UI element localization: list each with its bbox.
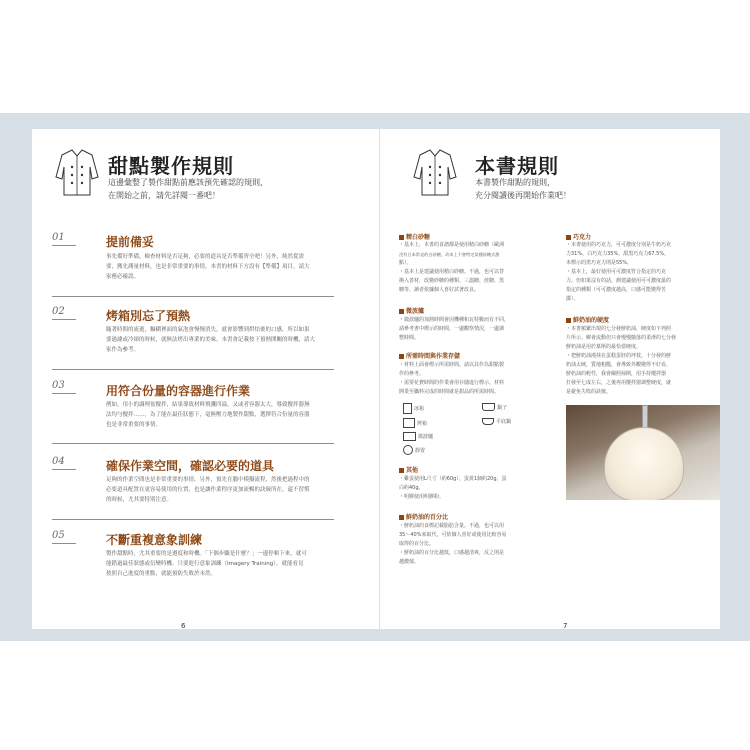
rule-line: ・基本上，本書的食譜都是使用精白砂糖（歐洲 xyxy=(399,242,505,248)
section-divider xyxy=(52,469,76,470)
chef-jacket-icon xyxy=(412,147,458,197)
rule-line: 整時間。 xyxy=(399,335,420,341)
rule-heading-label: 微波爐 xyxy=(406,308,425,315)
rule-line: 是避免失敗的訣竅。 xyxy=(566,389,612,395)
rule-line: 指定的種類（可可濃度越高，口感可能變得苦 xyxy=(566,287,667,293)
square-bullet-icon xyxy=(399,309,404,314)
rule-body xyxy=(566,241,718,304)
square-bullet-icon xyxy=(399,354,404,359)
rule-line: 鮮奶油是用於慕斯的最恰當硬度。 xyxy=(566,344,642,350)
rule-heading xyxy=(399,512,448,521)
rule-body xyxy=(399,361,559,397)
page-title: 甜點製作規則 xyxy=(108,154,234,178)
section-line: 例如，用小的調理盆攪拌，結果導致材料飛濺四溢，又或者容器太大，導致攪拌器無 xyxy=(106,402,310,408)
rule-line: ・基本上是建議使用精白砂糖。不過，也可以替 xyxy=(399,269,505,275)
rule-line: ・鮮奶油的百分比越低，口感越清爽，反之則是 xyxy=(399,550,505,556)
rule-line: ・微波爐的加熱時間會因機種和瓦特數而有不同， xyxy=(399,317,510,323)
section-line: 也是非常重要的事情。 xyxy=(106,422,162,428)
tool-pot xyxy=(482,403,507,411)
fridge-icon xyxy=(403,403,412,414)
tool-rest xyxy=(403,445,425,455)
section-divider xyxy=(52,296,334,297)
square-bullet-icon xyxy=(399,515,404,520)
microwave-icon xyxy=(403,432,416,441)
rule-line: 請參考書中標示的時間，一邊觀察情況，一邊調 xyxy=(399,326,505,332)
section-divider xyxy=(52,369,334,370)
tool-pan xyxy=(482,418,511,425)
rule-heading-label: 鮮奶油的百分比 xyxy=(406,514,449,521)
tool-microwave xyxy=(403,432,433,441)
rule-line: 糖等，讀者依據個人喜好試著改良。 xyxy=(399,287,480,293)
rule-line: 作的參考。 xyxy=(399,371,425,377)
rule-line: ・基本上，最好使用可可濃度符合指定的巧克 xyxy=(566,269,667,275)
section-body xyxy=(106,252,334,282)
oven-icon xyxy=(403,418,415,428)
rule-line: ・明膠使用明膠粉。 xyxy=(399,494,445,500)
section-divider xyxy=(52,319,76,320)
section-number: 02 xyxy=(52,306,65,317)
section-title: 不斷重複意象訓練 xyxy=(106,533,203,547)
square-bullet-icon xyxy=(566,318,571,323)
subtitle-line: 本書製作甜點的規則， xyxy=(475,178,555,187)
page-number: 7 xyxy=(563,622,568,630)
rule-heading-label: 巧克力 xyxy=(573,234,592,241)
section-number: 03 xyxy=(52,380,65,391)
section-divider xyxy=(52,543,76,544)
rule-heading xyxy=(566,232,591,241)
section-line: 的時候，尤其要特別注意。 xyxy=(106,497,173,503)
rule-line: 35～40%來取代，可依個人喜好或使用比較容易 xyxy=(399,532,507,538)
square-bullet-icon xyxy=(566,235,571,240)
timer-icon xyxy=(403,445,413,455)
page-subtitle xyxy=(108,176,268,202)
rule-line: 開業至攝料完成的時間就是甜品的所需時間。 xyxy=(399,389,500,395)
rule-line: 澀）。 xyxy=(566,296,579,302)
section-title: 用符合份量的容器進行作業 xyxy=(106,384,251,398)
section-body xyxy=(106,400,334,430)
rule-line: ・鮮奶油的食標記載脂肪含量。不過，也可以用 xyxy=(399,523,505,529)
square-bullet-icon xyxy=(399,468,404,473)
tool-label: 鍋子 xyxy=(497,404,508,411)
subtitle-line: 在開始之前，請先詳閱一番吧！ xyxy=(108,191,220,200)
rule-line: 未標示的黑巧克力則是55%。 xyxy=(566,260,633,266)
rule-line: 沒有日本常見的白砂糖，改本上不會特定某種砂糖式甜 xyxy=(399,252,500,257)
page-number: 6 xyxy=(181,622,186,630)
page-subtitle xyxy=(475,176,571,202)
frying-pan-icon xyxy=(482,418,494,425)
rule-line: ・材料上面會標示所需時間。請以其作為甜點製 xyxy=(399,362,505,368)
rule-heading xyxy=(566,315,609,324)
section-line: 要過濾或冷卻的時候，就無法烤出專業的美味。本書會記載按下預熱開關的時機，請大 xyxy=(106,337,316,343)
rule-line: 白約40g。 xyxy=(399,485,424,491)
rule-line: ・需要花費時間的作業會用存儲進行標示。材料 xyxy=(399,380,505,386)
rule-body xyxy=(399,475,559,502)
rule-line: 打發至七成左右，之後再用攪拌器調整硬度，就 xyxy=(566,380,672,386)
section-number: 01 xyxy=(52,232,65,243)
tool-oven xyxy=(403,418,427,428)
section-line: 法均勻攪拌……。為了能在最佳狀態下，毫無壓力地製作甜點，選擇符合份量的容器 xyxy=(106,412,310,418)
rule-heading xyxy=(399,232,430,241)
section-title: 烤箱別忘了預熱 xyxy=(106,309,191,323)
section-divider xyxy=(52,393,76,394)
section-body xyxy=(106,325,334,355)
rule-line: 片所示。鄉會流動但只會慢慢隨落的柔滑的七分發 xyxy=(566,335,677,341)
rule-line: 取得的百分比。 xyxy=(399,541,435,547)
pot-icon xyxy=(482,403,495,411)
rule-line: 換入善材，改變砂糖的種類、三溫糖、蔗糖、黑 xyxy=(399,278,505,284)
section-divider xyxy=(52,443,334,444)
rule-line: ・把鮮奶油漫抹在蛋糕蛋胚的坪枝，十分發的鮮 xyxy=(566,353,672,359)
page-title: 本書規則 xyxy=(475,154,559,178)
rule-heading-label: 所需時間與作業存儲 xyxy=(406,353,461,360)
rule-body xyxy=(566,325,718,397)
rule-heading xyxy=(399,306,424,315)
section-line: 隨著時間的流逝，麵糊裡面的氣泡會慢慢消失，就會影響到烘焙後的口感，所以如果 xyxy=(106,327,310,333)
tool-label: 靜置 xyxy=(415,447,426,454)
section-line: 家務必確認。 xyxy=(106,274,140,280)
section-line: 足夠的作業空間也是非常重要的事情。另外，預先在腦中模擬流程，然後把過程中的 xyxy=(106,477,310,483)
rule-body xyxy=(399,522,559,567)
bowl-shape xyxy=(604,427,684,500)
section-line: 要，搬先測量材料，也是非常重要的事情。本書的材料下方設有【準備】項目，請大 xyxy=(106,264,310,270)
section-title: 確保作業空間，確認必要的道具 xyxy=(106,459,275,473)
rule-heading-label: 鮮奶油的硬度 xyxy=(573,317,610,324)
section-body xyxy=(106,475,334,505)
rule-line: 鮮奶油的輕性，我會關照掃開，用手持攪拌器 xyxy=(566,371,667,377)
section-title: 提前備妥 xyxy=(106,235,155,249)
chef-jacket-icon xyxy=(54,147,100,197)
section-line: 能錯過最佳狀態或衍變時機。只要進行意象訓練（Imagery Training），就能看見 xyxy=(106,561,304,567)
section-divider xyxy=(52,245,76,246)
section-line: 事先備好準備，檢查材料是否足夠，必要的道具是否準備齊全吧！另外，純然從需 xyxy=(106,254,305,260)
tool-label: 冰箱 xyxy=(414,406,425,412)
section-line: 製作甜點時，尤其重要的是遵度和時機。「下個步驟是什麼？」一邊停頓下來，就可 xyxy=(106,551,307,557)
tool-label: 烤箱 xyxy=(417,420,428,427)
rule-line: 奶油太硬，質地粗糙，會導致外觀變得不好看， xyxy=(566,362,672,368)
rule-line: 越濃郁。 xyxy=(399,559,420,565)
rule-heading xyxy=(399,351,460,360)
tool-label: 平底鍋 xyxy=(496,419,512,425)
tool-label: 微波爐 xyxy=(418,434,434,440)
rule-heading-label: 其他 xyxy=(406,467,419,474)
whipped-cream-photo xyxy=(566,405,720,500)
rule-heading xyxy=(399,465,418,474)
subtitle-line: 充分閱讀後再開始作業吧！ xyxy=(475,191,571,200)
rule-line: 力31%，白巧克力35%，甜黑巧克力67.5%， xyxy=(566,251,670,257)
section-line: 按照自己進度的重點，就能預防失敗於未然。 xyxy=(106,571,217,577)
rule-line: ・本書使用的巧克力，可可濃度分別是牛奶巧克 xyxy=(566,242,672,248)
square-bullet-icon xyxy=(399,235,404,240)
section-number: 04 xyxy=(52,456,65,467)
section-number: 05 xyxy=(52,530,65,541)
rule-line: ・本書頻繁出現的七分發鮮奶油，硬度如下列照 xyxy=(566,326,672,332)
section-line: 家作為參考。 xyxy=(106,347,140,353)
tool-fridge xyxy=(403,403,424,414)
section-divider xyxy=(52,519,334,520)
section-line: 必要道具配置在更容易使用的位置，也是讓作業程序更加流暢的訣竅所在。還不習慣 xyxy=(106,487,310,493)
rule-line: ・雞蛋使用L尺寸（約60g），蛋黃1個約20g，蛋 xyxy=(399,476,507,482)
rule-body xyxy=(399,316,559,343)
section-body xyxy=(106,549,334,579)
subtitle-line: 這邊彙整了製作甜點前應該預先確認的規則， xyxy=(108,178,268,187)
rule-line: 力。但如果沒有的話，測建議使用可可濃度最的 xyxy=(566,278,672,284)
rule-body xyxy=(399,241,559,295)
rule-heading-label: 精白砂糖 xyxy=(406,234,431,241)
rule-line: 點）。 xyxy=(399,260,412,266)
